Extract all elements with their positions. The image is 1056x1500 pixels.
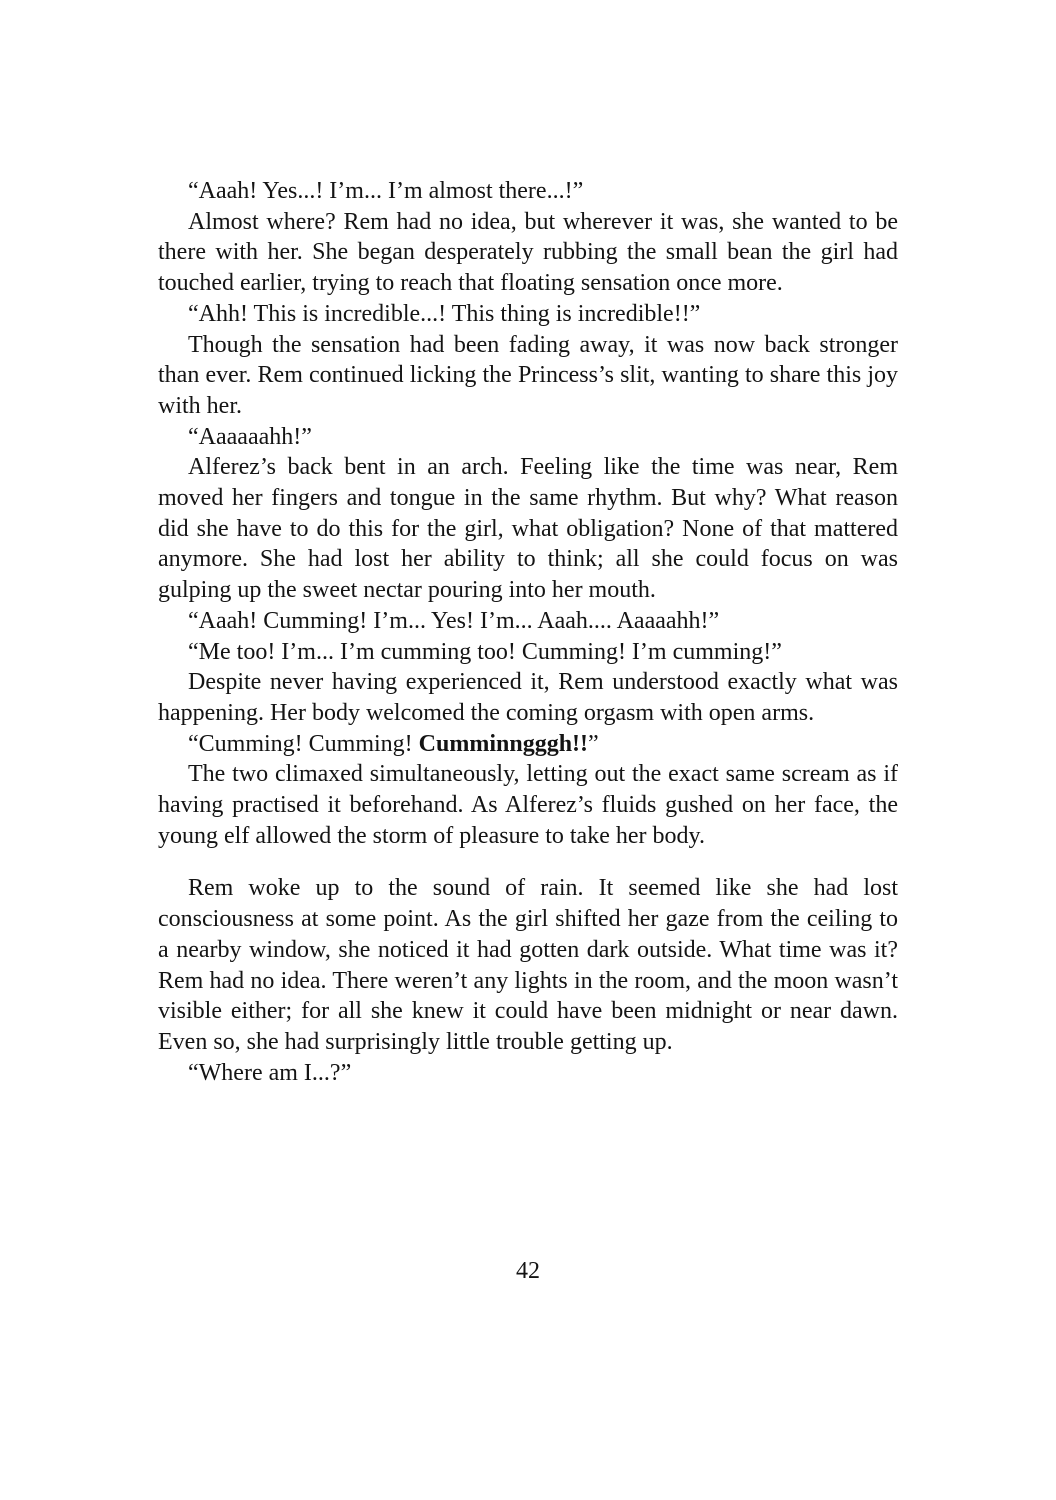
- body-text: Alferez’s back bent in an arch. Feeling like the time was near, Rem moved her fingers and tongue in the same rhythm. But why? What reason did she have to do this for the girl, what obligation? None of that mattered anymore. She had lost her ability to think; all she could focus on was gulping up the sweet nectar pouring into her mouth.: [158, 454, 898, 604]
- bold-text: Cumminngggh!!: [418, 730, 589, 757]
- paragraph: [158, 1058, 898, 1089]
- paragraph: [158, 207, 898, 299]
- body-text: Almost where? Rem had no idea, but wherever it was, she wanted to be there with her. She began desperately rubbing the small bean the girl had touched earlier, trying to reach that floating sensation once more.: [158, 208, 898, 297]
- body-text: “Me too! I’m... I’m cumming too! Cumming! I’m cumming!”: [188, 638, 782, 665]
- body-text: Though the sensation had been fading away, it was now back stronger than ever. Rem continued licking the Princess’s slit, wanting to share this joy with her.: [158, 331, 898, 419]
- text-block: [158, 176, 898, 1088]
- paragraph: [158, 759, 898, 851]
- paragraph: [158, 452, 898, 606]
- body-text: The two climaxed simultaneously, letting out the exact same scream as if having practised it beforehand. As Alferez’s fluids gushed on her face, the young elf allowed the storm of pleasure to take her body.: [158, 761, 898, 849]
- paragraph: [158, 176, 898, 207]
- body-text: ”: [588, 730, 599, 757]
- body-text: Despite never having experienced it, Rem understood exactly what was happening. Her body welcomed the coming orgasm with open arms.: [158, 669, 898, 726]
- paragraph: [158, 422, 898, 453]
- body-text: “Aaaaaahh!”: [188, 423, 312, 450]
- paragraph: [158, 606, 898, 637]
- paragraph: [158, 637, 898, 668]
- paragraph: [158, 299, 898, 330]
- paragraph: [158, 667, 898, 728]
- page-number: 42: [516, 1258, 540, 1284]
- body-text: “Aaah! Cumming! I’m... Yes! I’m... Aaah.... Aaaaahh!”: [188, 607, 720, 634]
- body-text: Rem woke up to the sound of rain. It seemed like she had lost consciousness at some point. As the girl shifted her gaze from the ceiling to a nearby window, she noticed it had gotten dark outside. What time was it? Rem had no idea. There weren’t any lights in the room, and the moon wasn’t visible either; for all she knew it could have been midnight or near dawn. Even so, she had surprisingly little trouble getting up.: [158, 875, 898, 1055]
- paragraph: [158, 873, 898, 1057]
- paragraph: [158, 729, 898, 760]
- body-text: “Where am I...?”: [188, 1059, 352, 1086]
- body-text: “Cumming! Cumming!: [188, 730, 419, 757]
- body-text: “Ahh! This is incredible...! This thing is incredible!!”: [188, 300, 701, 327]
- body-text: “Aaah! Yes...! I’m... I’m almost there...!”: [188, 178, 584, 204]
- paragraph: [158, 330, 898, 422]
